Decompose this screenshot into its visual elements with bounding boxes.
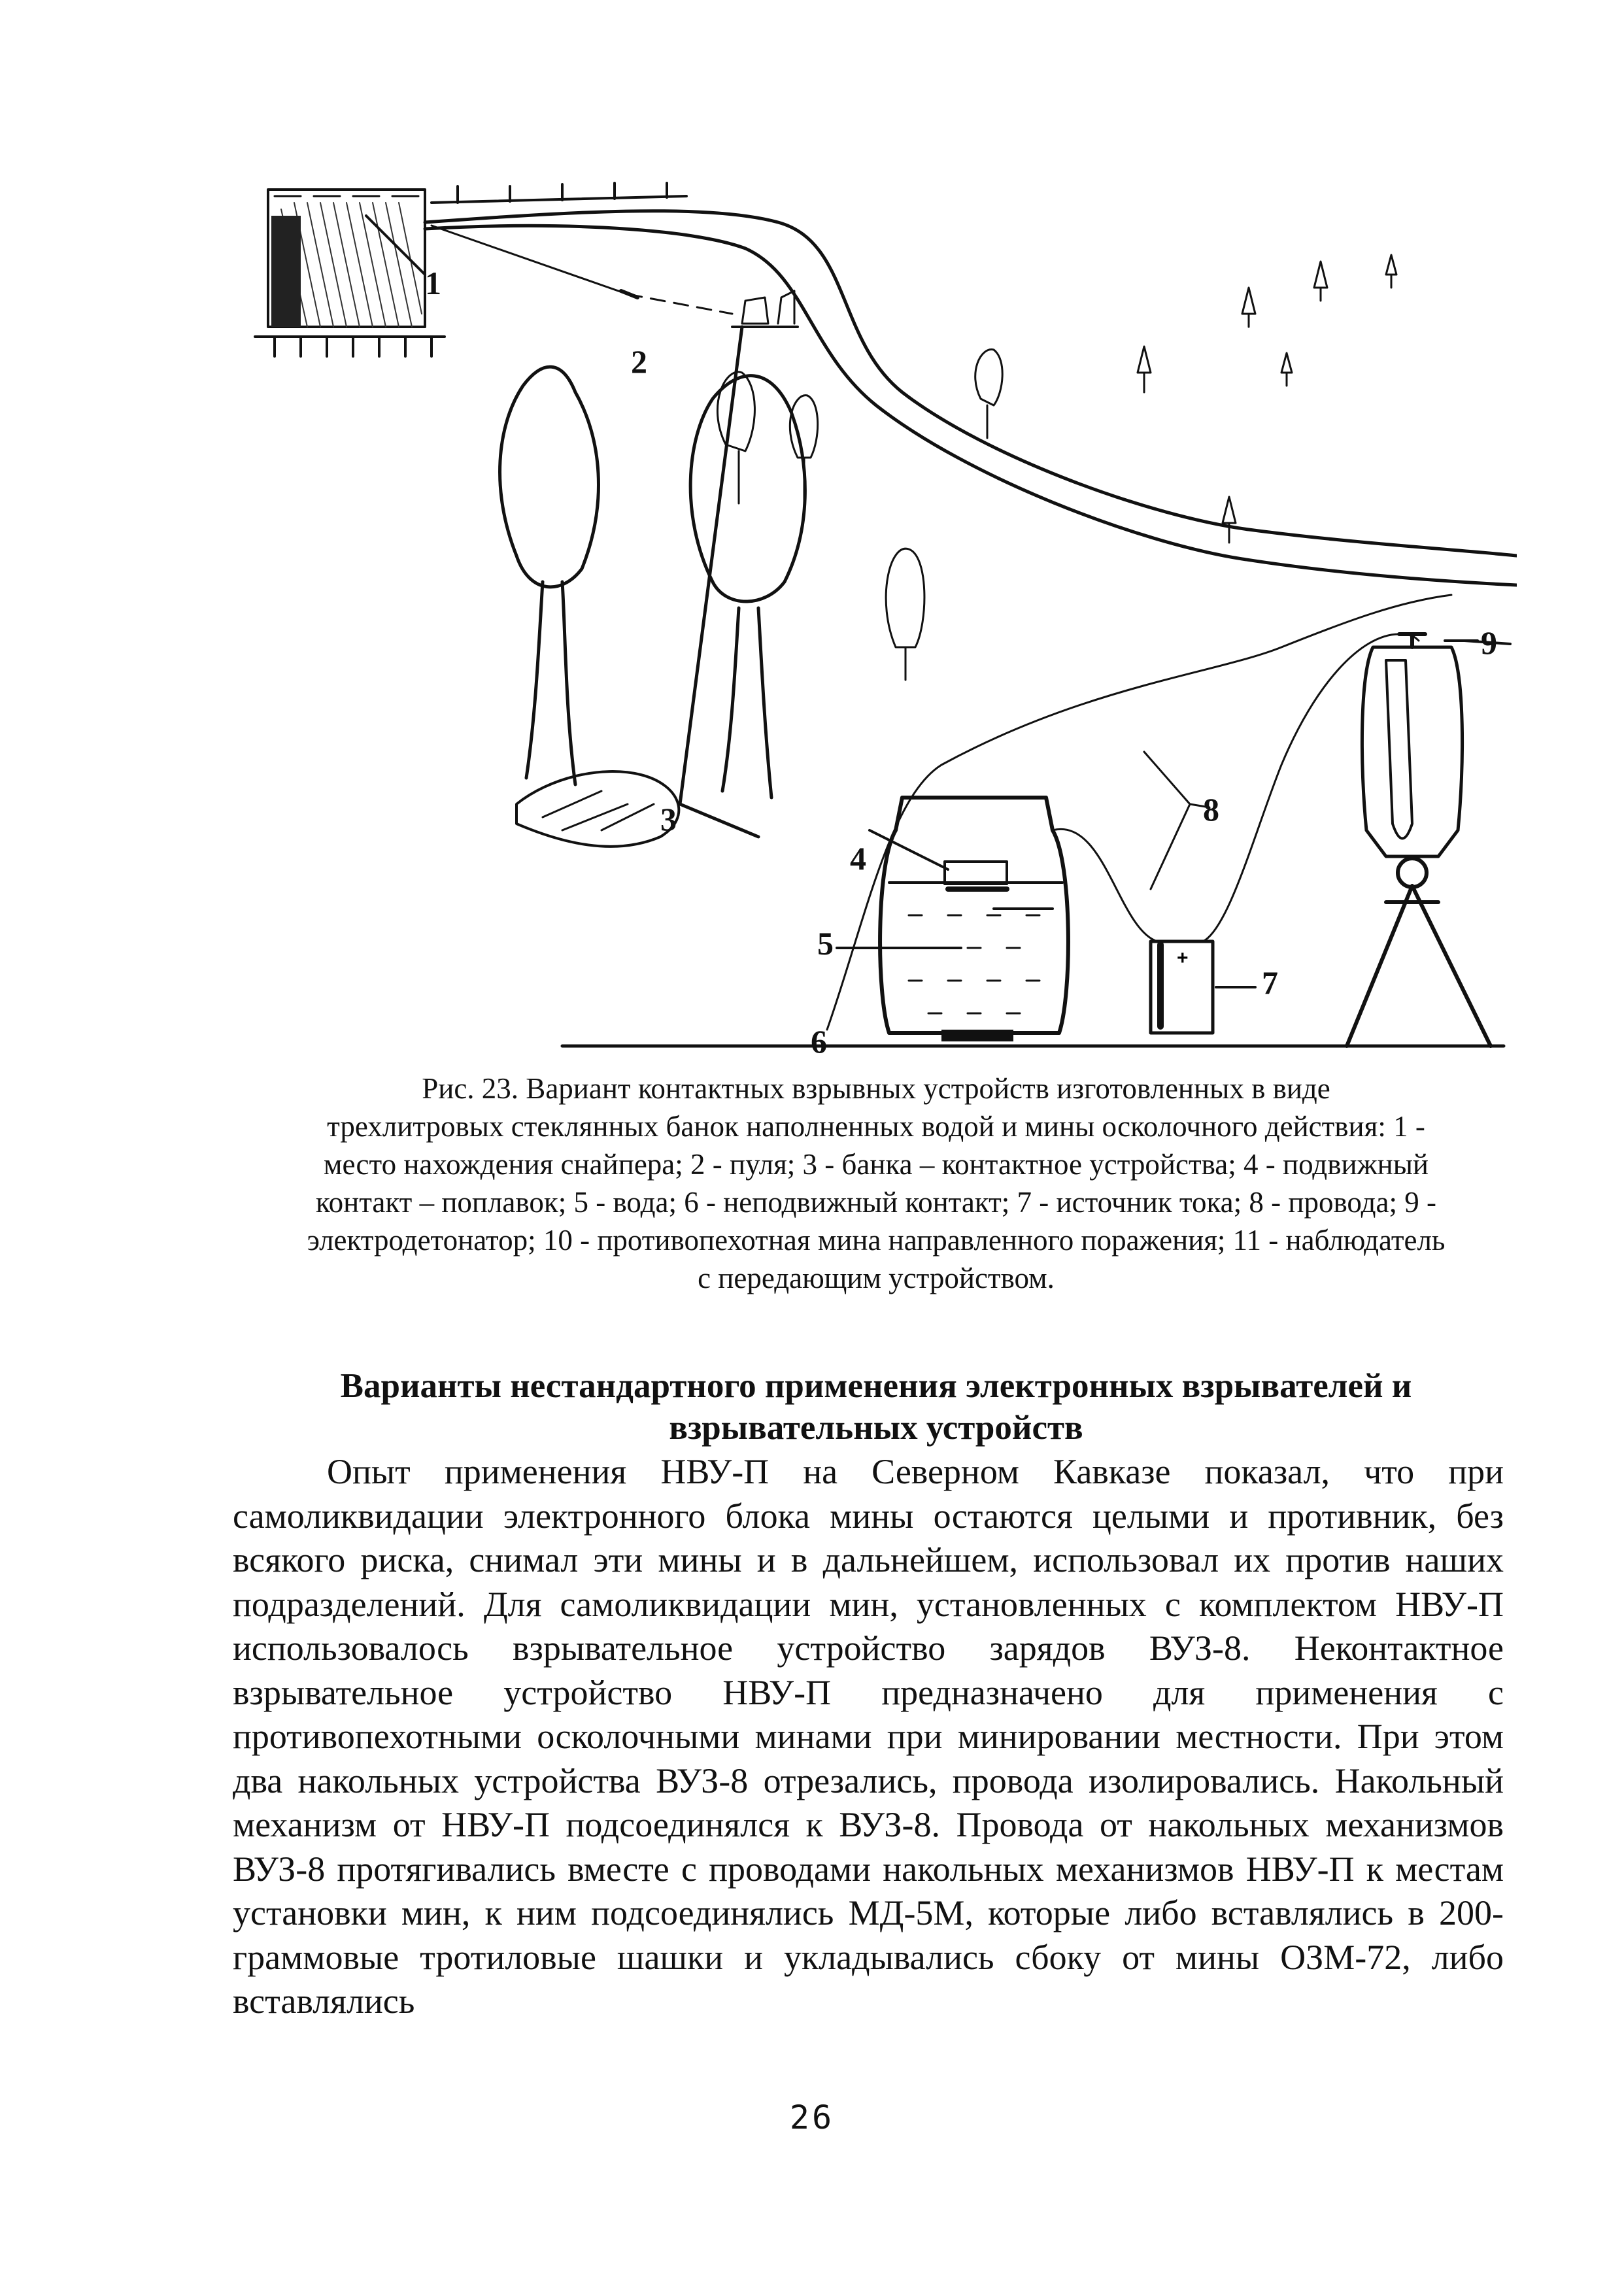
- heading-line: взрывательных устройств: [669, 1409, 1083, 1447]
- building-drawing: [255, 190, 445, 356]
- battery-plus-sign: +: [1177, 947, 1189, 969]
- figure-label-2: 2: [631, 343, 647, 380]
- figure-label-5: 5: [817, 925, 834, 962]
- section-heading: [235, 1365, 1517, 1449]
- figure-illustration: [235, 177, 1517, 1079]
- figure-drawing: [235, 177, 1517, 1079]
- figure-label-3: 3: [660, 801, 677, 837]
- figure-caption: [235, 1070, 1517, 1297]
- figure-label-4: 4: [850, 840, 866, 877]
- heading-line: Варианты нестандартного применения электронных взрывателей и: [340, 1367, 1412, 1405]
- figure-label-6: 6: [811, 1023, 827, 1060]
- figure-label-9: 9: [1481, 624, 1497, 661]
- caption-line: трехлитровых стеклянных банок наполненных водой и мины осколочного действия: 1 -: [327, 1110, 1425, 1143]
- body-paragraph: Опыт применения НВУ-П на Северном Кавказе показал, что при самоликвидации электронного блока мины остаются целыми и противник, без всякого риска, снимал эти мины и в дальнейшем, использовал их против наших подразделений. Для самоликвидации мин, установленных с комплектом НВУ-П использовалось взрывательное устройство зарядов ВУЗ-8. Неконтактное взрывательное устройство НВУ-П предназначено для применения с противопехотными осколочными минами при минировании местности. При этом два накольных устройства ВУЗ-8 отрезались, провода изолировались. Накольный механизм от НВУ-П подсоединялся к ВУЗ-8. Провода от накольных механизмов ВУЗ-8 протягивались вместе с проводами накольных механизмов НВУ-П к местам установки мин, к ним подсоединялись МД-5М, которые либо вставлялись в 200-граммовые тротиловые шашки и укладывались сбоку от мины ОЗМ-72, либо вставлялись: [233, 1452, 1504, 2021]
- body-text: [233, 1450, 1504, 2024]
- directional-mine-drawing: [1347, 634, 1491, 1046]
- figure-label-8: 8: [1203, 791, 1219, 828]
- page-number: 26: [789, 2099, 835, 2136]
- caption-line: с передающим устройством.: [698, 1262, 1055, 1294]
- jar-drawing: [880, 798, 1068, 1041]
- figure-label-1: 1: [425, 265, 441, 301]
- caption-line: Рис. 23. Вариант контактных взрывных устройств изготовленных в виде: [422, 1072, 1330, 1105]
- caption-line: контакт – поплавок; 5 - вода; 6 - неподвижный контакт; 7 - источник тока; 8 - провода; 9 -: [316, 1186, 1436, 1219]
- figure-label-7: 7: [1262, 964, 1278, 1001]
- caption-line: место нахождения снайпера; 2 - пуля; 3 - банка – контактное устройства; 4 - подвижный: [323, 1148, 1429, 1181]
- caption-line: электродетонатор; 10 - противопехотная мина направленного поражения; 11 - наблюдатель: [307, 1224, 1446, 1257]
